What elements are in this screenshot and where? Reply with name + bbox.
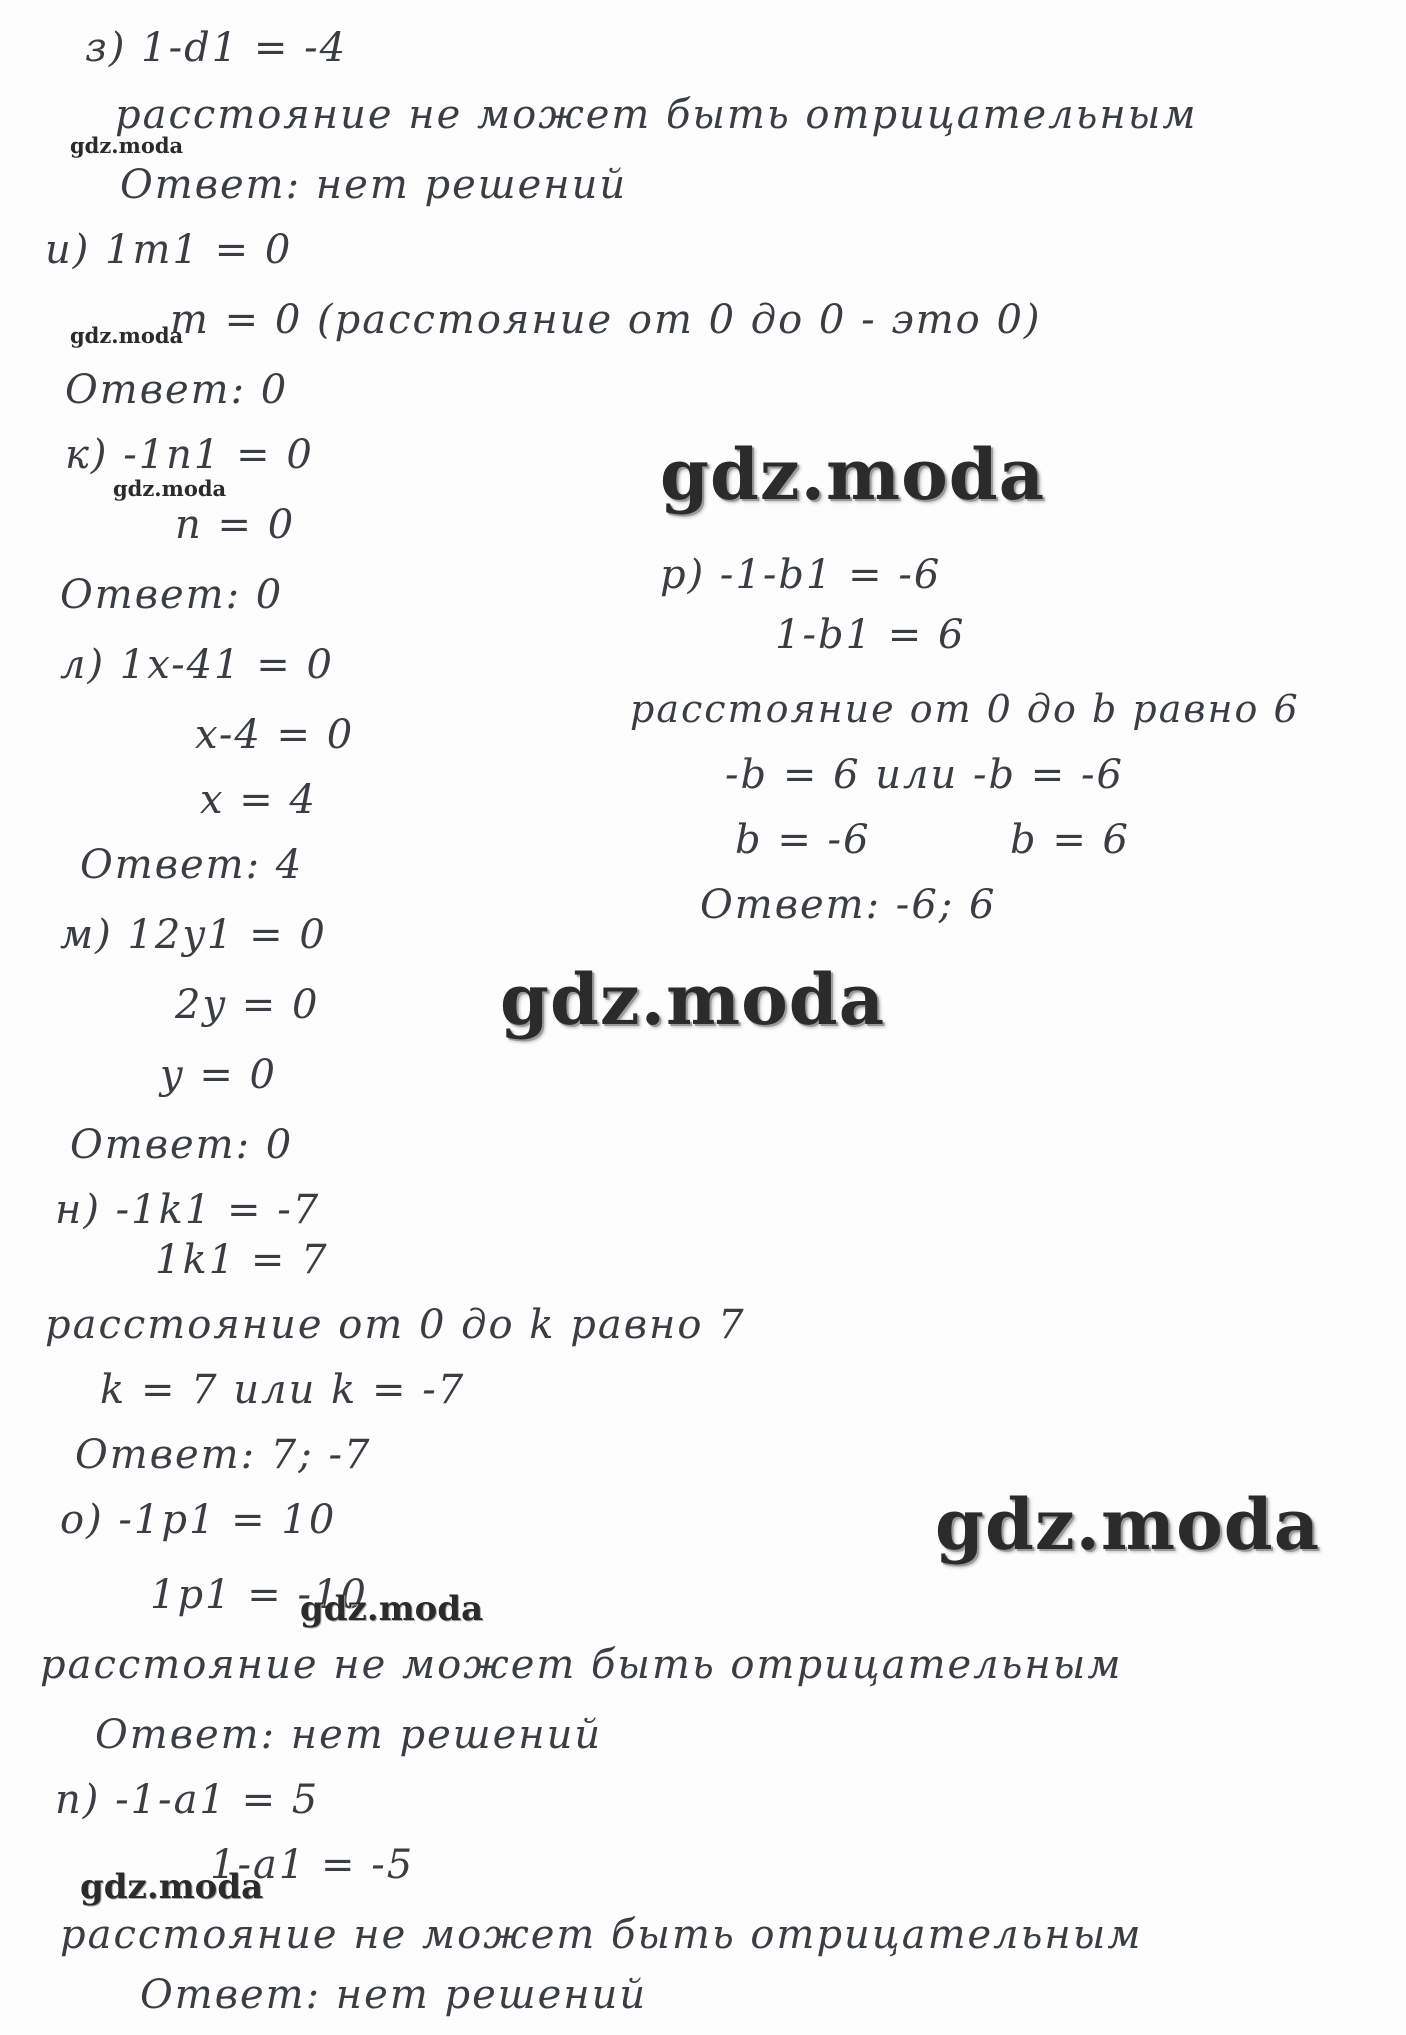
problem-p-note: расстояние не может быть отрицательным: [60, 1912, 1143, 1958]
problem-m-answer: Ответ: 0: [70, 1122, 294, 1168]
problem-p-step1: 1-a1 = -5: [210, 1842, 415, 1888]
problem-r-step3-left: b = -6: [735, 817, 871, 863]
problem-n-answer: Ответ: 7; -7: [75, 1432, 372, 1478]
watermark-medium-2: gdz.moda: [80, 1867, 264, 1907]
problem-l-step2: x = 4: [200, 777, 317, 823]
problem-r-header: р) -1-b1 = -6: [660, 552, 942, 598]
problem-i-answer: Ответ: 0: [65, 367, 289, 413]
problem-o-step1: 1p1 = -10: [150, 1572, 368, 1618]
watermark-medium-1: gdz.moda: [300, 1589, 484, 1629]
problem-k-answer: Ответ: 0: [60, 572, 284, 618]
problem-l-step1: x-4 = 0: [195, 712, 355, 758]
problem-r-note: расстояние от 0 до b равно 6: [630, 687, 1300, 731]
watermark-small-1: gdz.moda: [70, 133, 184, 158]
problem-n-note: расстояние от 0 до k равно 7: [45, 1302, 746, 1348]
problem-m-step1: 2y = 0: [175, 982, 320, 1028]
problem-m-header: м) 12y1 = 0: [60, 912, 327, 958]
problem-o-note: расстояние не может быть отрицательным: [40, 1642, 1123, 1688]
watermark-small-2: gdz.moda: [70, 323, 184, 348]
problem-n-header: н) -1k1 = -7: [55, 1187, 321, 1233]
problem-i-solution: m = 0 (расстояние от 0 до 0 - это 0): [170, 297, 1042, 343]
problem-r-step2: -b = 6 или -b = -6: [725, 752, 1124, 798]
problem-o-header: о) -1p1 = 10: [60, 1497, 337, 1543]
problem-z-note: расстояние не может быть отрицательным: [115, 92, 1198, 138]
watermark-large-1: gdz.moda: [660, 433, 1046, 516]
problem-z-answer: Ответ: нет решений: [120, 162, 628, 208]
problem-n-step1: 1k1 = 7: [155, 1237, 329, 1283]
problem-l-answer: Ответ: 4: [80, 842, 304, 888]
watermark-large-3: gdz.moda: [935, 1483, 1321, 1566]
problem-r-step3-right: b = 6: [1010, 817, 1130, 863]
problem-m-step2: y = 0: [160, 1052, 277, 1098]
problem-i-header: и) 1m1 = 0: [45, 227, 293, 273]
watermark-small-3: gdz.moda: [113, 476, 227, 501]
problem-p-header: п) -1-a1 = 5: [55, 1777, 320, 1823]
problem-k-solution: n = 0: [175, 502, 296, 548]
problem-p-answer: Ответ: нет решений: [140, 1972, 648, 2018]
problem-z-header: з) 1-d1 = -4: [85, 25, 348, 71]
problem-n-step2: k = 7 или k = -7: [100, 1367, 466, 1413]
watermark-large-2: gdz.moda: [500, 958, 886, 1041]
problem-l-header: л) 1x-41 = 0: [60, 642, 334, 688]
problem-r-answer: Ответ: -6; 6: [700, 882, 997, 928]
problem-o-answer: Ответ: нет решений: [95, 1712, 603, 1758]
problem-k-header: к) -1n1 = 0: [65, 432, 314, 478]
problem-r-step1: 1-b1 = 6: [775, 612, 966, 658]
